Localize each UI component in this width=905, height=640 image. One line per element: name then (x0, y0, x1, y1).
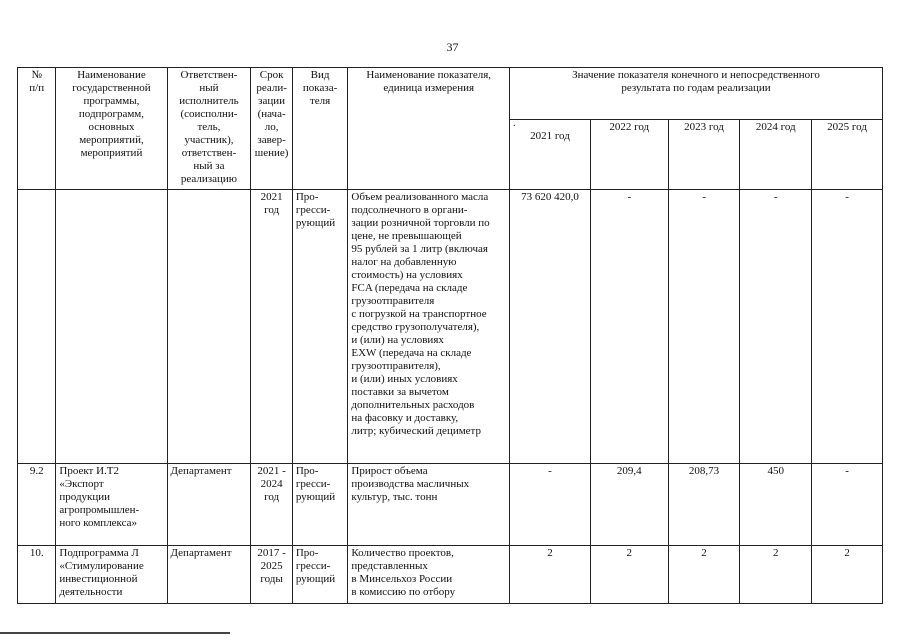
row-value-2024: 450 (740, 464, 812, 546)
row-indicator: Прирост объема производства масличных культур, тыс. тонн (348, 464, 510, 546)
row-type: Про- гресси- рующий (292, 546, 348, 604)
row-responsible (167, 190, 251, 464)
table-row (18, 464, 883, 546)
header-num: № п/п (18, 68, 56, 190)
row-name: Подпрограмма Л «Стимулирование инвестиционной деятельности (56, 546, 167, 604)
row-value-2023: 2 (668, 546, 740, 604)
header-year-2023: 2023 год (668, 120, 740, 190)
header-year-2025: 2025 год (812, 120, 883, 190)
row-term: 2021 - 2024 год (251, 464, 292, 546)
header-values-group: Значение показателя конечного и непосредственного результата по годам реализации (510, 68, 883, 120)
row-num: 10. (18, 546, 56, 604)
row-value-2023: - (668, 190, 740, 464)
row-value-2022: 209,4 (590, 464, 668, 546)
row-type: Про- гресси- рующий (292, 190, 348, 464)
row-value-2021: 2 (510, 546, 591, 604)
header-responsible: Ответствен- ный исполнитель (соисполни- тель, участник), ответствен- ный за реализацию (167, 68, 251, 190)
row-value-2021: - (510, 464, 591, 546)
page-number: 37 (446, 40, 459, 54)
row-value-2023: 208,73 (668, 464, 740, 546)
stray-dot: . (513, 119, 516, 129)
row-value-2025: 2 (812, 546, 883, 604)
indicators-table (17, 67, 883, 604)
row-term: 2021 год (251, 190, 292, 464)
header-year-2021 (510, 120, 591, 190)
row-term: 2017 - 2025 годы (251, 546, 292, 604)
header-year-2024: 2024 год (740, 120, 812, 190)
header-name: Наименование государственной программы, подпрограмм, основных мероприятий, мероприятий (56, 68, 167, 190)
header-indicator: Наименование показателя, единица измерения (348, 68, 510, 190)
row-value-2022: - (590, 190, 668, 464)
row-value-2025: - (812, 464, 883, 546)
row-name: Проект И.Т2 «Экспорт продукции агропромышлен- ного комплекса» (56, 464, 167, 546)
row-value-2022: 2 (590, 546, 668, 604)
row-num: 9.2 (18, 464, 56, 546)
row-value-2021: 73 620 420,0 (510, 190, 591, 464)
row-responsible: Департамент (167, 546, 251, 604)
row-value-2024: 2 (740, 546, 812, 604)
row-num (18, 190, 56, 464)
header-year-label: 2021 год (530, 130, 570, 142)
row-value-2024: - (740, 190, 812, 464)
bottom-divider (0, 632, 230, 634)
row-type: Про- гресси- рующий (292, 464, 348, 546)
row-name (56, 190, 167, 464)
header-row-top (18, 68, 883, 120)
row-responsible: Департамент (167, 464, 251, 546)
table-row (18, 190, 883, 464)
row-value-2025: - (812, 190, 883, 464)
header-type: Вид показа- теля (292, 68, 348, 190)
row-indicator: Объем реализованного масла подсолнечного в органи- зации розничной торговли по цене, не превышающей 95 рублей за 1 литр (включая налог на добавленную стоимость) на условиях FCA (передача на складе грузоотправителя с погрузкой на транспортное средство грузополучателя), и (или) на условиях EXW (передача на складе грузоотправителя), и (или) иных условиях поставки за вычетом дополнительных расходов на фасовку и доставку, литр; кубический дециметр (348, 190, 510, 464)
header-term: Срок реали- зации (нача- ло, завер- шение) (251, 68, 292, 190)
table-row (18, 546, 883, 604)
header-year-2022: 2022 год (590, 120, 668, 190)
row-indicator: Количество проектов, представленных в Минсельхоз России в комиссию по отбору (348, 546, 510, 604)
